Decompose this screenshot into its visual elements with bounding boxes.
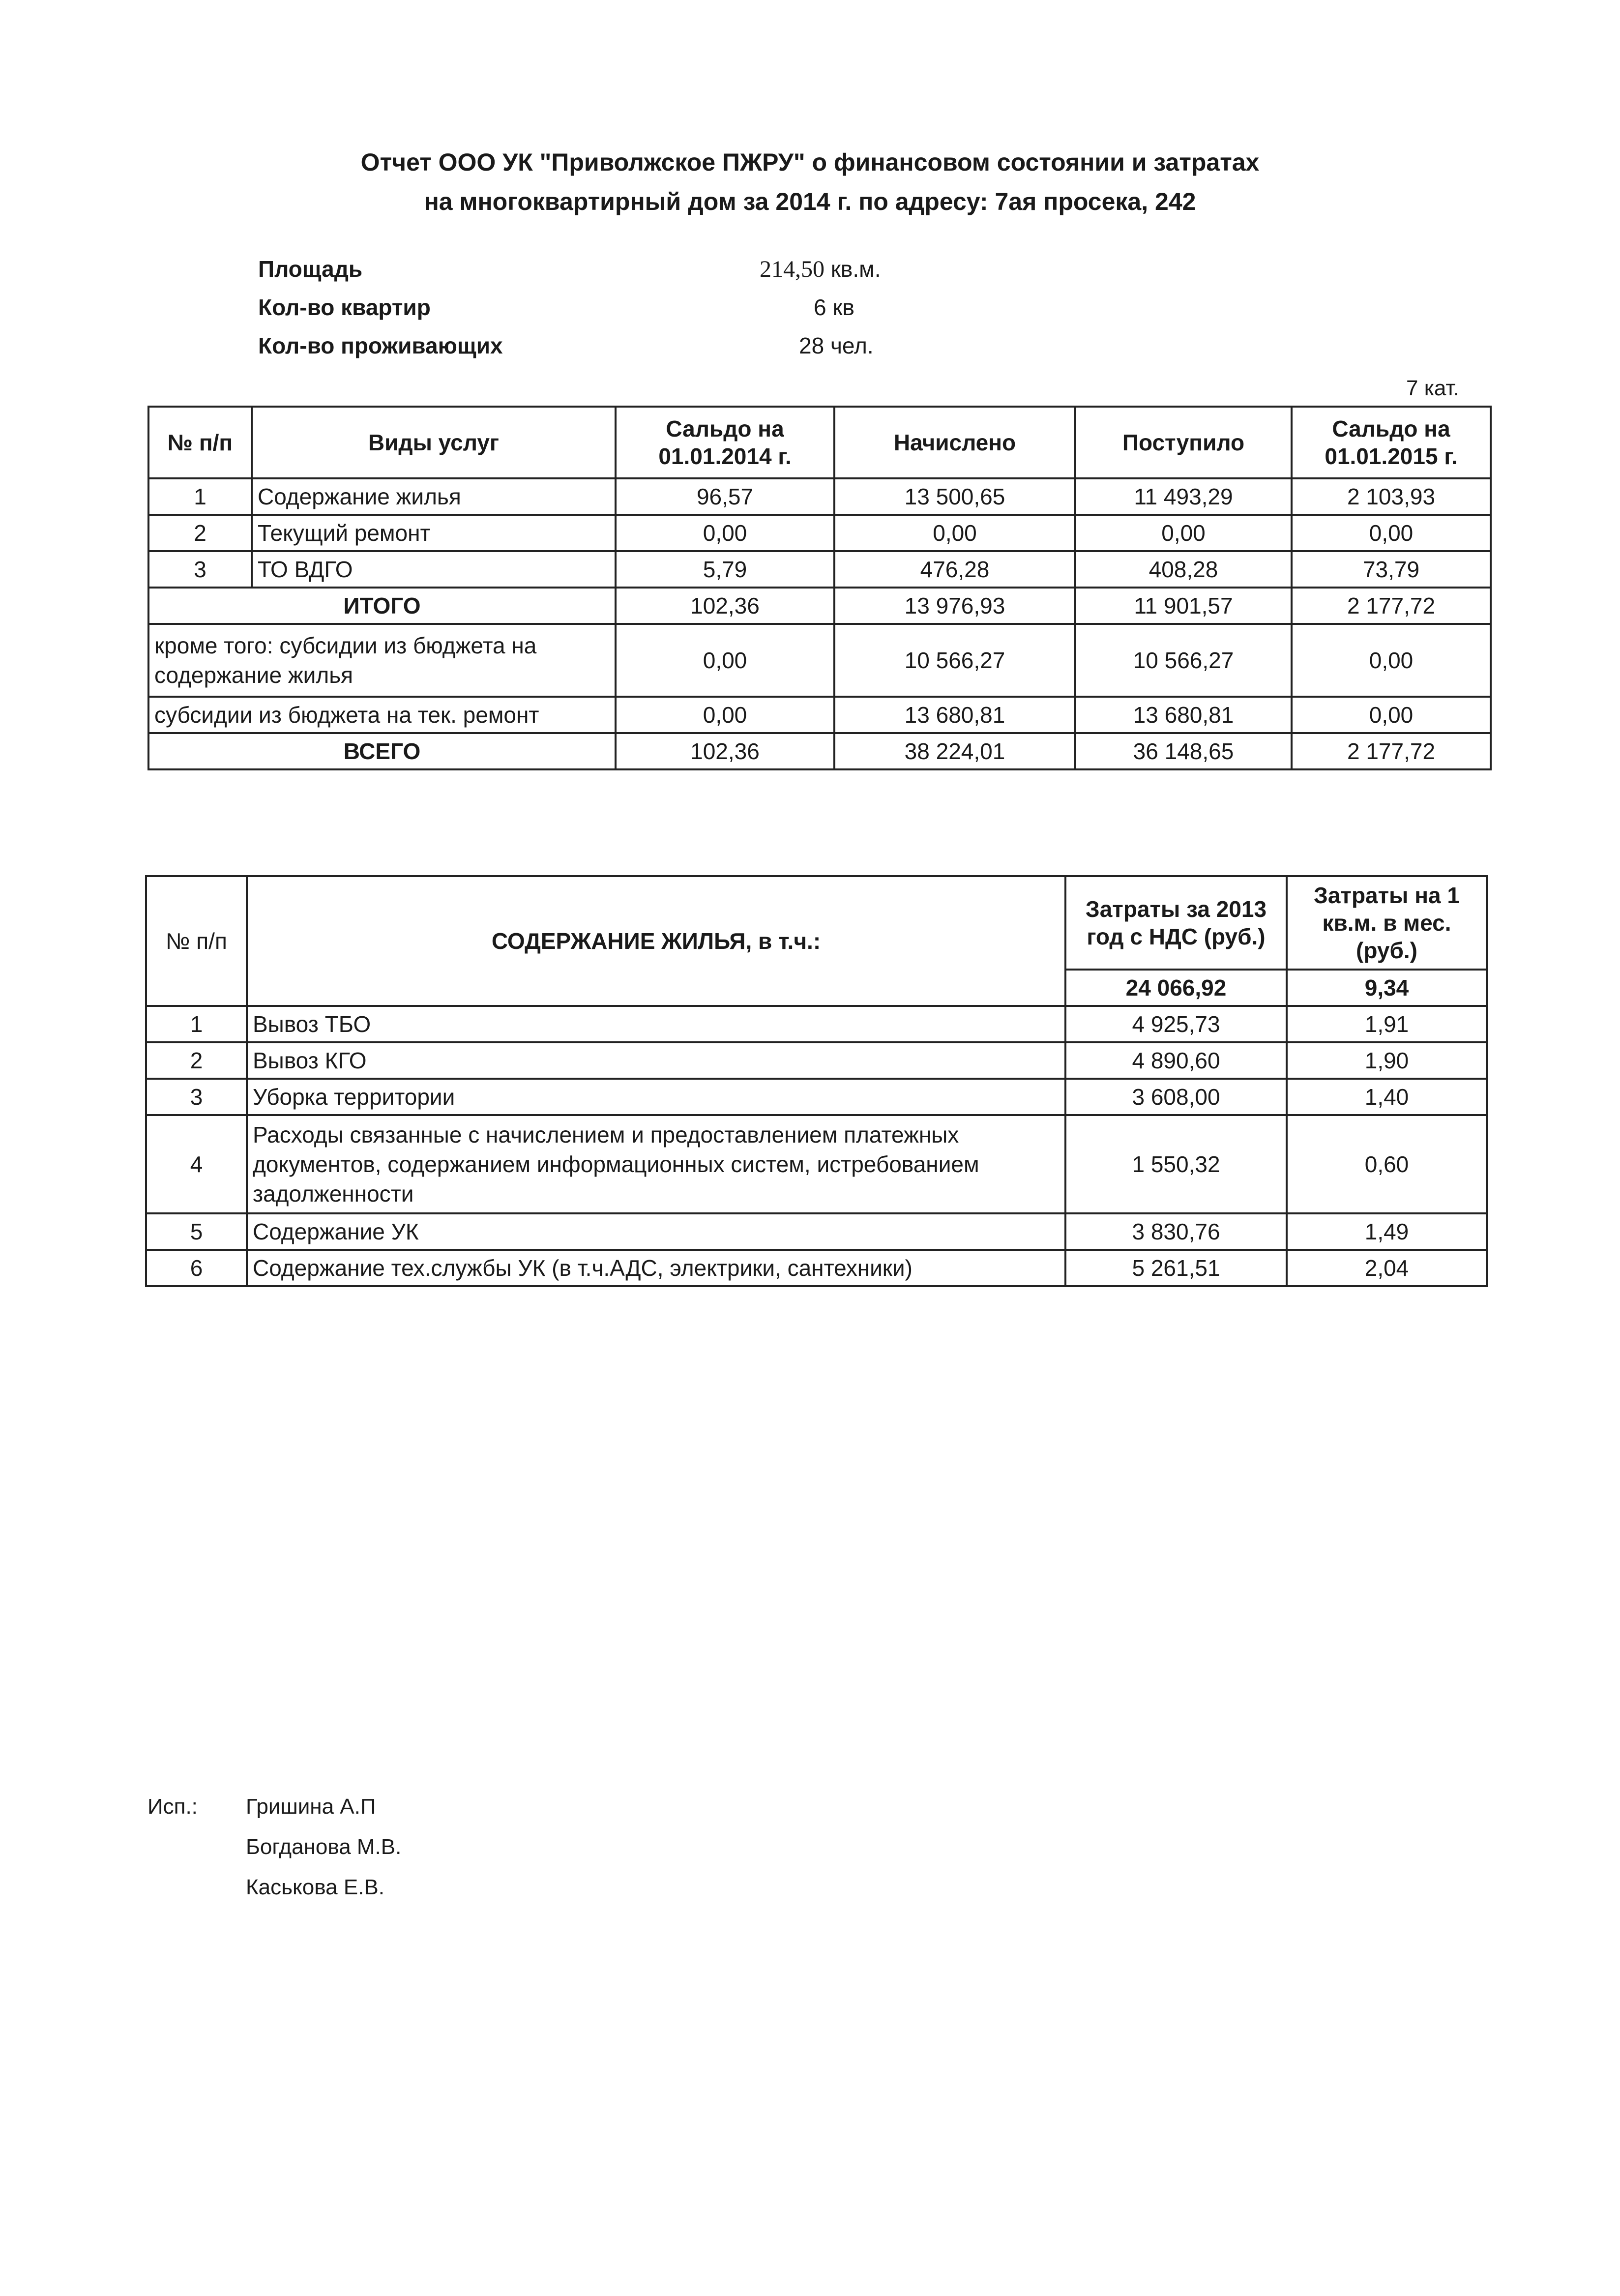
cell-value: 4 890,60 (1065, 1042, 1287, 1079)
itogo-label: ИТОГО (148, 588, 616, 624)
cell-value: 5 261,51 (1065, 1250, 1287, 1286)
cell-item: Содержание УК (247, 1213, 1065, 1250)
cell-value: 3 830,76 (1065, 1213, 1287, 1250)
cell-value: 73,79 (1292, 551, 1491, 588)
cell-value: 10 566,27 (834, 624, 1075, 697)
cell-value: 13 976,93 (834, 588, 1075, 624)
cell-item: Расходы связанные с начислением и предоставлением платежных документов, содержанием информационных систем, истребованием задолженности (247, 1115, 1065, 1213)
table-row (146, 1250, 1487, 1286)
col-header: СОДЕРЖАНИЕ ЖИЛЬЯ, в т.ч.: (247, 876, 1065, 1006)
cell-item: Вывоз ТБО (247, 1006, 1065, 1042)
vsego-label: ВСЕГО (148, 733, 616, 769)
cell-value: 2 177,72 (1292, 733, 1491, 769)
report-title (0, 143, 1620, 221)
services-table (147, 406, 1492, 770)
cell-value: 2 177,72 (1292, 588, 1491, 624)
report-title-line-1: Отчет ООО УК "Приволжское ПЖРУ" о финансовом состоянии и затратах (360, 148, 1260, 176)
executor-name: Богданова М.В. (246, 1835, 402, 1859)
col-header: № п/п (148, 407, 252, 478)
cell-value: 1,91 (1287, 1006, 1487, 1042)
cell-value: 5,79 (616, 551, 834, 588)
col-header: Поступило (1075, 407, 1292, 478)
info-unit: кв.м. (830, 256, 881, 282)
cell-number: 3 (148, 551, 252, 588)
cell-number: 2 (148, 515, 252, 551)
cell-value: 408,28 (1075, 551, 1292, 588)
col-header: Сальдо на 01.01.2015 г. (1292, 407, 1491, 478)
cell-value: 0,00 (616, 697, 834, 733)
table-row (148, 551, 1491, 588)
cell-value: 0,60 (1287, 1115, 1487, 1213)
cell-value: 1,90 (1287, 1042, 1487, 1079)
cell-value: 0,00 (1292, 515, 1491, 551)
info-value: 28 (799, 333, 825, 358)
cell-value: 13 680,81 (834, 697, 1075, 733)
cell-value: 476,28 (834, 551, 1075, 588)
info-label: Площадь (258, 256, 363, 282)
subsidy-label: кроме того: субсидии из бюджета на содержание жилья (148, 624, 616, 697)
cell-item: Вывоз КГО (247, 1042, 1065, 1079)
cell-value: 1 550,32 (1065, 1115, 1287, 1213)
cell-value: 13 680,81 (1075, 697, 1292, 733)
cell-value: 4 925,73 (1065, 1006, 1287, 1042)
cell-service: ТО ВДГО (252, 551, 616, 588)
cell-item: Уборка территории (247, 1079, 1065, 1115)
cell-value: 0,00 (616, 624, 834, 697)
cell-value: 13 500,65 (834, 478, 1075, 515)
cell-number: 3 (146, 1079, 247, 1115)
cell-value: 0,00 (1292, 697, 1491, 733)
cell-service: Содержание жилья (252, 478, 616, 515)
executor-name: Гришина А.П (246, 1795, 376, 1819)
table-row (146, 1213, 1487, 1250)
cell-value: 3 608,00 (1065, 1079, 1287, 1115)
subsidy-row (148, 624, 1491, 697)
col-header: Начислено (834, 407, 1075, 478)
cell-value: 0,00 (834, 515, 1075, 551)
cell-value: 38 224,01 (834, 733, 1075, 769)
col-header: № п/п (146, 876, 247, 1006)
executors-list (246, 1795, 401, 1915)
executors-label: Исп.: (147, 1795, 198, 1819)
table-row (146, 1042, 1487, 1079)
category-label: 7 кат. (1406, 376, 1459, 400)
table-header-row (148, 407, 1491, 478)
total-cost: 24 066,92 (1065, 970, 1287, 1006)
cell-value: 2,04 (1287, 1250, 1487, 1286)
table-row (148, 515, 1491, 551)
cell-number: 4 (146, 1115, 247, 1213)
cell-value: 36 148,65 (1075, 733, 1292, 769)
table-row (146, 1006, 1487, 1042)
info-value: 214,50 (760, 256, 825, 282)
cell-value: 10 566,27 (1075, 624, 1292, 697)
table-row (146, 1115, 1487, 1213)
col-header: Затраты за 2013 год с НДС (руб.) (1065, 876, 1287, 970)
table-row (146, 1079, 1487, 1115)
cell-value: 102,36 (616, 733, 834, 769)
cell-number: 5 (146, 1213, 247, 1250)
col-header: Виды услуг (252, 407, 616, 478)
cell-value: 2 103,93 (1292, 478, 1491, 515)
cell-value: 1,40 (1287, 1079, 1487, 1115)
cell-service: Текущий ремонт (252, 515, 616, 551)
cell-number: 2 (146, 1042, 247, 1079)
total-cost-per-sqm: 9,34 (1287, 970, 1487, 1006)
subsidy-row (148, 697, 1491, 733)
col-header: Затраты на 1 кв.м. в мес. (руб.) (1287, 876, 1487, 970)
cell-item: Содержание тех.службы УК (в т.ч.АДС, электрики, сантехники) (247, 1250, 1065, 1286)
info-label: Кол-во квартир (258, 294, 431, 320)
report-title-line-2: на многоквартирный дом за 2014 г. по адресу: 7ая просека, 242 (424, 188, 1196, 215)
itogo-row (148, 588, 1491, 624)
info-label: Кол-во проживающих (258, 333, 503, 358)
cell-value: 0,00 (616, 515, 834, 551)
col-header: Сальдо на 01.01.2014 г. (616, 407, 834, 478)
info-unit: кв (832, 294, 854, 320)
vsego-row (148, 733, 1491, 769)
cell-number: 1 (146, 1006, 247, 1042)
cell-value: 11 901,57 (1075, 588, 1292, 624)
cell-value: 11 493,29 (1075, 478, 1292, 515)
housing-costs-table (145, 875, 1488, 1287)
cell-value: 0,00 (1292, 624, 1491, 697)
table-header-row (146, 876, 1487, 970)
cell-value: 102,36 (616, 588, 834, 624)
cell-value: 1,49 (1287, 1213, 1487, 1250)
info-value: 6 (814, 294, 826, 320)
table-row (148, 478, 1491, 515)
cell-number: 1 (148, 478, 252, 515)
subsidy-label: субсидии из бюджета на тек. ремонт (148, 697, 616, 733)
executor-name: Каськова Е.В. (246, 1875, 384, 1899)
info-unit: чел. (830, 333, 874, 358)
cell-value: 0,00 (1075, 515, 1292, 551)
cell-number: 6 (146, 1250, 247, 1286)
cell-value: 96,57 (616, 478, 834, 515)
